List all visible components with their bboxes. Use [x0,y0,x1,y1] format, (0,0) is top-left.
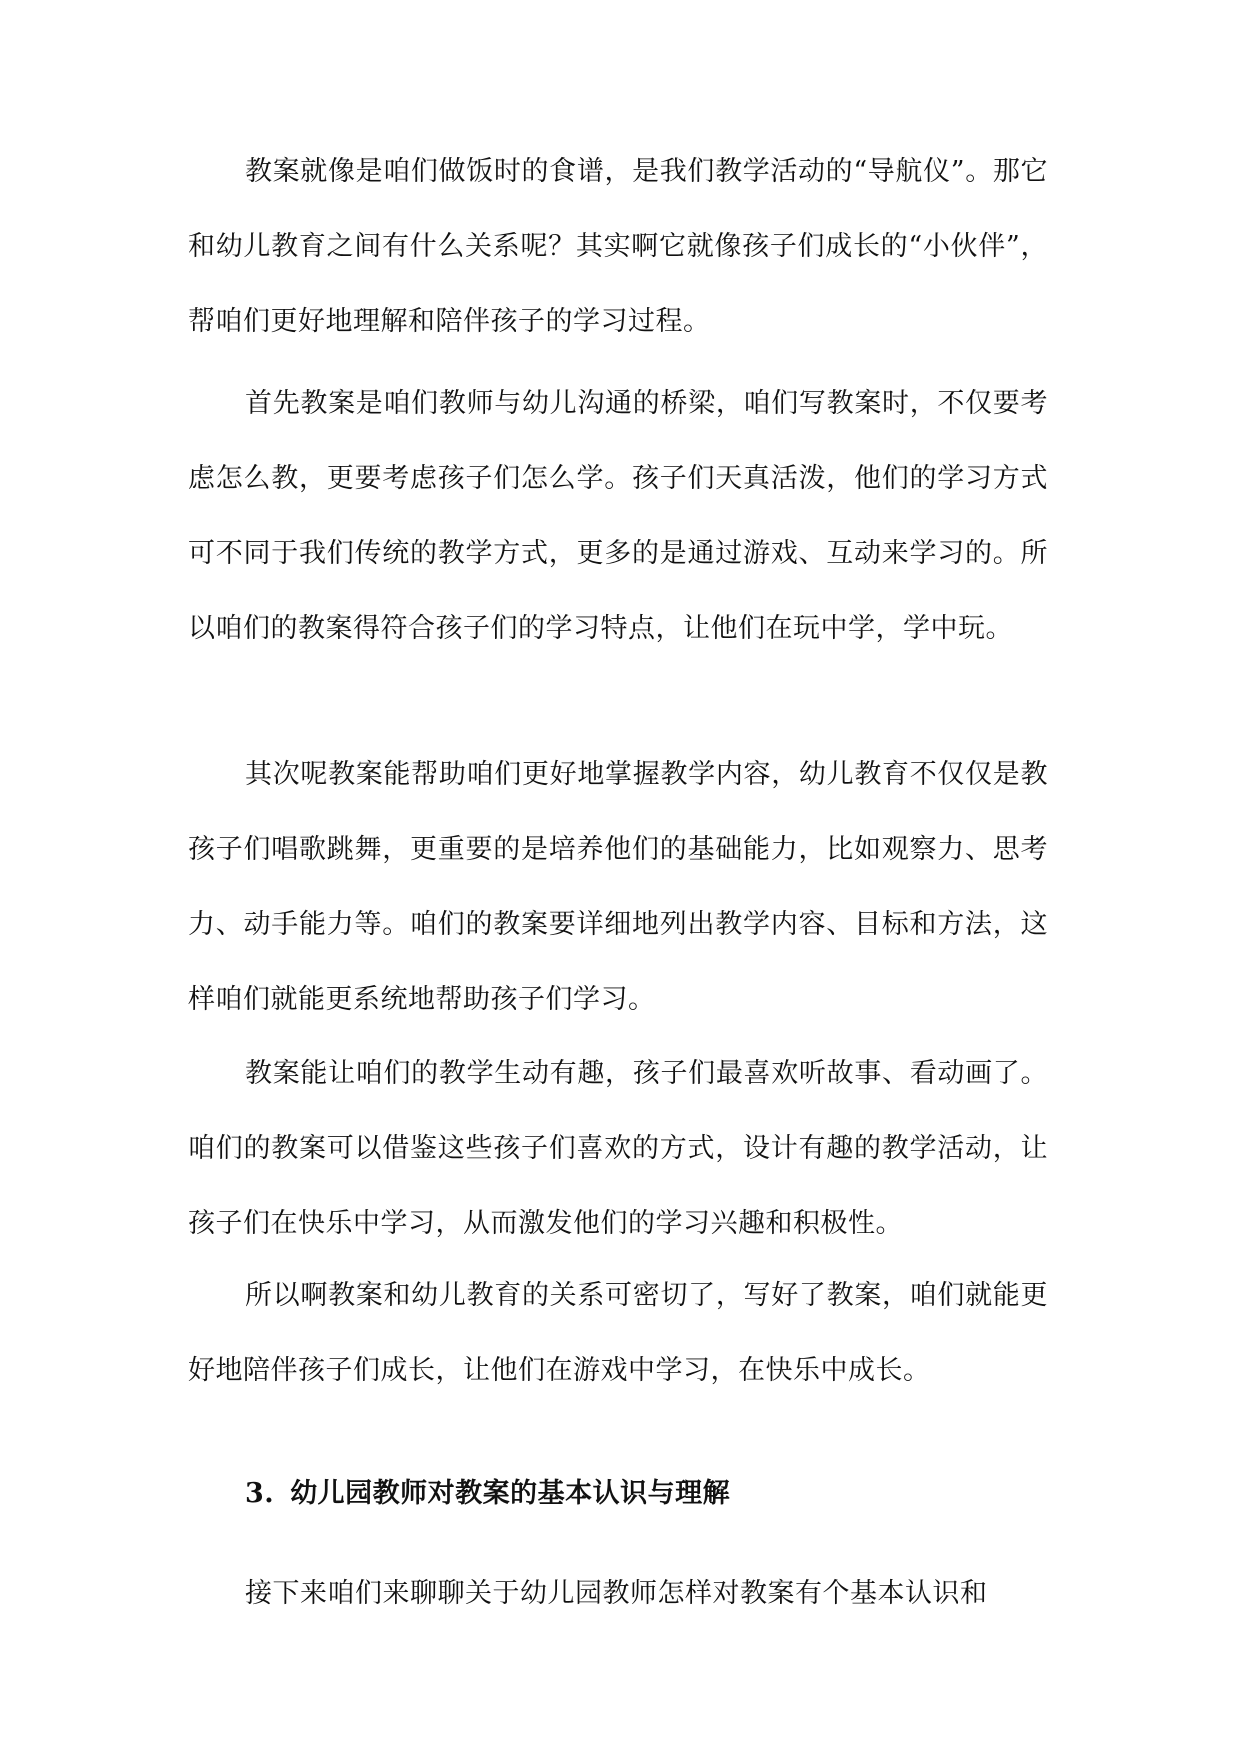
body-paragraph: 首先教案是咱们教师与幼儿沟通的桥梁，咱们写教案时，不仅要考虑怎么教，更要考虑孩子们怎么学。孩子们天真活泼，他们的学习方式可不同于我们传统的教学方式，更多的是通过游戏、互动来学习的。所以咱们的教案得符合孩子们的学习特点，让他们在玩中学，学中玩。 [188,388,1048,644]
section-number: 3. [245,1478,275,1509]
section-title: 幼儿园教师对教案的基本认识与理解 [290,1478,731,1509]
section-heading [245,1456,730,1531]
body-paragraph: 教案就像是咱们做饭时的食谱，是我们教学活动的“导航仪”。那它和幼儿教育之间有什么关系呢？其实啊它就像孩子们成长的“小伙伴”，帮咱们更好地理解和陪伴孩子的学习过程。 [188,156,1048,337]
body-paragraph: 所以啊教案和幼儿教育的关系可密切了，写好了教案，咱们就能更好地陪伴孩子们成长，让他们在游戏中学习，在快乐中成长。 [188,1280,1048,1386]
body-paragraph: 教案能让咱们的教学生动有趣，孩子们最喜欢听故事、看动画了。咱们的教案可以借鉴这些孩子们喜欢的方式，设计有趣的教学活动，让孩子们在快乐中学习，从而激发他们的学习兴趣和积极性。 [188,1058,1048,1239]
body-paragraph: 接下来咱们来聊聊关于幼儿园教师怎样对教案有个基本认识和 [245,1578,988,1609]
body-paragraph: 其次呢教案能帮助咱们更好地掌握教学内容，幼儿教育不仅仅是教孩子们唱歌跳舞，更重要的是培养他们的基础能力，比如观察力、思考力、动手能力等。咱们的教案要详细地列出教学内容、目标和方法，这样咱们就能更系统地帮助孩子们学习。 [188,759,1048,1015]
